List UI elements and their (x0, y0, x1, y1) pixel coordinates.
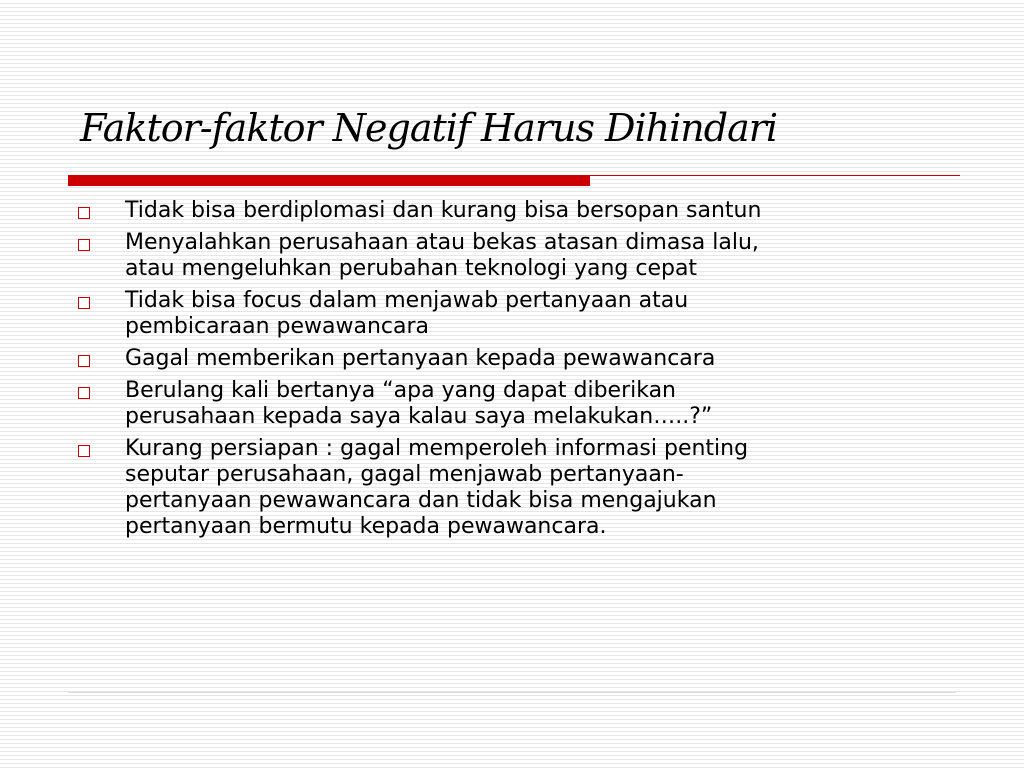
bullet-item (78, 436, 958, 540)
bullet-text: Menyalahkan perusahaan atau bekas atasan dimasa lalu, atau mengeluhkan perubahan teknologi yang cepat (125, 230, 759, 281)
bullet-list (78, 198, 958, 546)
hollow-square-icon (78, 207, 90, 219)
bullet-item (78, 378, 958, 430)
slide-title: Faktor-faktor Negatif Harus Dihindari (80, 106, 778, 150)
title-underline-line (590, 175, 960, 176)
bullet-item (78, 230, 958, 282)
bullet-text: Tidak bisa berdiplomasi dan kurang bisa bersopan santun (125, 198, 762, 223)
hollow-square-icon (78, 445, 90, 457)
bullet-item (78, 288, 958, 340)
bullet-item (78, 346, 958, 372)
hollow-square-icon (78, 297, 90, 309)
bullet-text: Tidak bisa focus dalam menjawab pertanyaan atau pembicaraan pewawancara (125, 288, 689, 339)
hollow-square-icon (78, 387, 90, 399)
title-underline-bar (68, 175, 590, 186)
hollow-square-icon (78, 239, 90, 251)
bullet-item (78, 198, 958, 224)
footer-divider (68, 692, 956, 693)
bullet-text: Gagal memberikan pertanyaan kepada pewawancara (125, 346, 716, 371)
bullet-text: Berulang kali bertanya “apa yang dapat diberikan perusahaan kepada saya kalau saya melakukan…..?” (125, 378, 713, 429)
bullet-text: Kurang persiapan : gagal memperoleh informasi penting seputar perusahaan, gagal menjawab pertanyaan- pertanyaan pewawancara dan tidak bisa mengajukan pertanyaan bermutu kepada pewawancara. (125, 436, 749, 539)
hollow-square-icon (78, 355, 90, 367)
